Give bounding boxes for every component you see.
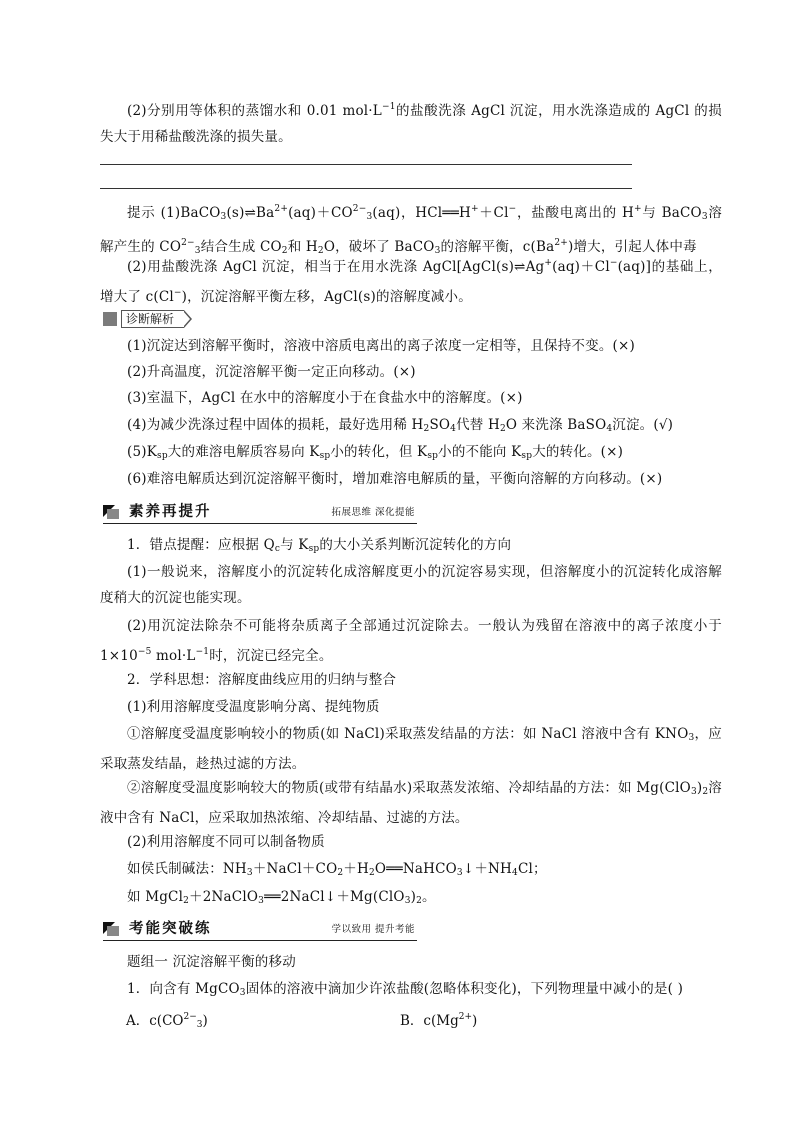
banner-rule <box>103 940 417 941</box>
hint-part-1: 提示 $(1)BaCO_3(s)\rightleftharpoons Ba^{2+}(aq)+CO^{2-}_3(aq)$，HCl══H+＋Cl−，盐酸电离出的 H+与 BaCO$_3$溶解产生的 $CO^{2-}_3$结合生成 $CO_2$和 $H_2O$，破坏了 BaCO$_3$的溶解平衡，$c(Ba^{2+})$增大，引起人体中毒 <box>100 204 723 256</box>
section-title-1: 素养再提升 <box>129 504 212 520</box>
hint-part-2: (2)用盐酸洗涤 AgCl 沉淀，相当于在用水洗涤 AgCl[AgCl(s)⇌Ag+(aq)＋Cl−(aq)]的基础上，增大了 c(Cl−)，沉淀溶解平衡左移，AgCl(s)的溶解度减小。 <box>100 258 722 305</box>
square-marker-icon <box>103 312 117 326</box>
diagnosis-item-5: $(5)K_{sp}$大的难溶电解质容易向 $K_{sp}$小的转化，但 $K_{sp}$小的不能向 $K_{sp}$大的转化。(×) <box>127 444 624 461</box>
diagnosis-item-3: (3)室温下，AgCl 在水中的溶解度小于在食盐水中的溶解度。(×) <box>127 390 523 406</box>
diagnosis-tag-label: 诊断解析 <box>121 310 184 328</box>
banner-marker-icon <box>103 505 119 519</box>
point-2-item-2: (2)利用溶解度不同可以制备物质 <box>127 834 325 850</box>
section-subtitle-2: 学以致用 提升考能 <box>331 924 415 935</box>
section-banner-2 <box>103 919 417 941</box>
answer-line-1 <box>100 164 632 165</box>
point-2-item-1: (1)利用溶解度受温度影响分离、提纯物质 <box>127 699 380 715</box>
section-title-2: 考能突破练 <box>129 921 212 937</box>
equation-2: 如 $MgCl_2+2NaClO_3══2NaCl↓+Mg(ClO_3)_2$。 <box>127 889 436 906</box>
option-b[interactable]: B．$c(Mg^{2+})$ <box>400 1012 478 1029</box>
answer-line-2 <box>100 188 632 189</box>
question-group-title: 题组一 沉淀溶解平衡的移动 <box>127 954 296 970</box>
section-banner-1 <box>103 502 417 524</box>
point-1-heading: 1．错点提醒：应根据 $Q_c$与 $K_{sp}$的大小关系判断沉淀转化的方向 <box>127 537 512 554</box>
diagnosis-tag <box>103 310 184 328</box>
section-subtitle-1: 拓展思维 深化提能 <box>331 507 415 518</box>
point-2-heading: 2．学科思想：溶解度曲线应用的归纳与整合 <box>127 672 397 688</box>
option-a[interactable]: A．$c(CO^{2-}_3)$ <box>126 1012 208 1030</box>
diagnosis-item-4: (4)为减少洗涤过程中固体的损耗，最好选用稀 $H_2SO_4$代替 $H_2O$ 来洗涤 BaSO$_4$沉淀。(√) <box>127 417 674 434</box>
banner-marker-icon <box>103 922 119 936</box>
equation-1: 如侯氏制碱法：$NH_3+NaCl+CO_2+H_2O══NaHCO_3↓+NH_4Cl$； <box>127 861 547 878</box>
point-1-item-1: (1)一般说来，溶解度小的沉淀转化成溶解度更小的沉淀容易实现，但溶解度小的沉淀转化成溶解度稍大的沉淀也能实现。 <box>100 564 722 606</box>
diagnosis-item-6: (6)难溶电解质达到沉淀溶解平衡时，增加难溶电解质的量，平衡向溶解的方向移动。(×) <box>127 471 663 487</box>
point-1-item-2: (2)用沉淀法除杂不可能将杂质离子全部通过沉淀除去。一般认为残留在溶液中的离子浓度小于 $1\times 10^{-5}$ $mol\cdot L^{-1}$时，沉淀已经完全。 <box>100 618 722 664</box>
point-2-method-1: ①溶解度受温度影响较小的物质(如 NaCl)采取蒸发结晶的方法：如 NaCl 溶液中含有 $KNO_3$，应采取蒸发结晶，趁热过滤的方法。 <box>100 726 723 772</box>
question-part-2: (2)分别用等体积的蒸馏水和 0.01 $mol\cdot L^{-1}$的盐酸洗涤 AgCl 沉淀，用水洗涤造成的 AgCl 的损失大于用稀盐酸洗涤的损失量。 <box>100 102 722 145</box>
diagnosis-item-2: (2)升高温度，沉淀溶解平衡一定正向移动。(×) <box>127 364 416 380</box>
diagnosis-item-1: (1)沉淀达到溶解平衡时，溶液中溶质电离出的离子浓度一定相等，且保持不变。(×) <box>127 338 635 354</box>
question-1: 1．向含有 MgCO$_3$固体的溶液中滴加少许浓盐酸(忽略体积变化)，下列物理量中减小的是( ) <box>127 981 684 998</box>
banner-rule <box>103 523 417 524</box>
point-2-method-2: ②溶解度受温度影响较大的物质(或带有结晶水)采取蒸发浓缩、冷却结晶的方法：如 $Mg(ClO_3)_2$溶液中含有 NaCl，应采取加热浓缩、冷却结晶、过滤的方法。 <box>100 780 722 826</box>
